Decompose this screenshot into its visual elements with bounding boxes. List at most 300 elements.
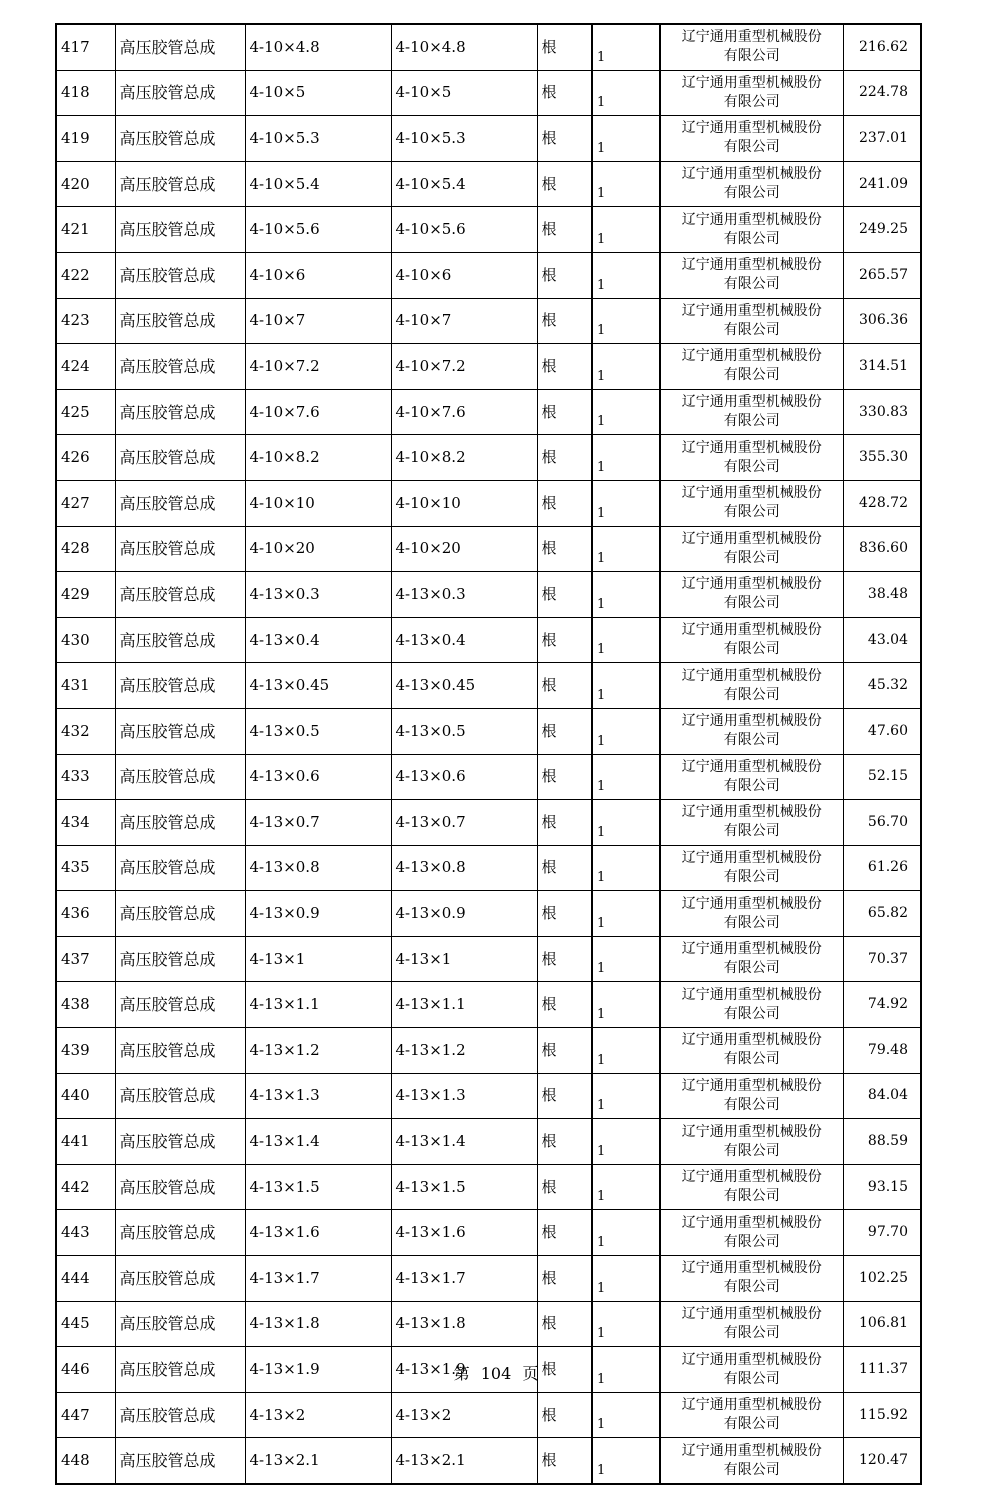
- manufacturer-cell: [660, 1119, 843, 1165]
- quantity-cell: 1: [592, 800, 660, 846]
- spec-cell: 4-10×5.6: [391, 207, 537, 253]
- manufacturer-cell: [660, 936, 843, 982]
- row-number: 423: [56, 298, 115, 344]
- part-name: 高压胶管总成: [115, 298, 245, 344]
- quantity-cell: 1: [592, 572, 660, 618]
- manufacturer-line-1: 辽宁通用重型机械股份: [681, 1305, 822, 1322]
- row-number: 443: [56, 1210, 115, 1256]
- manufacturer-line-1: 辽宁通用重型机械股份: [681, 713, 822, 730]
- price-cell: 93.15: [843, 1164, 921, 1210]
- unit-cell: 根: [537, 1210, 592, 1256]
- manufacturer-line-1: 辽宁通用重型机械股份: [681, 530, 822, 547]
- model-cell: 4-13×1.9: [245, 1347, 391, 1393]
- manufacturer-cell: [660, 982, 843, 1028]
- price-cell: 43.04: [843, 617, 921, 663]
- price-cell: 836.60: [843, 526, 921, 572]
- manufacturer-line-1: 辽宁通用重型机械股份: [681, 74, 822, 91]
- table-row: [56, 252, 921, 298]
- part-name: 高压胶管总成: [115, 617, 245, 663]
- row-number: 442: [56, 1164, 115, 1210]
- row-number: 427: [56, 480, 115, 526]
- model-cell: 4-13×0.45: [245, 663, 391, 709]
- quantity-cell: 1: [592, 435, 660, 481]
- spec-cell: 4-13×1.9: [391, 1347, 537, 1393]
- row-number: 426: [56, 435, 115, 481]
- part-name: 高压胶管总成: [115, 936, 245, 982]
- manufacturer-cell: [660, 663, 843, 709]
- spec-cell: 4-13×0.5: [391, 708, 537, 754]
- part-name: 高压胶管总成: [115, 1438, 245, 1484]
- part-name: 高压胶管总成: [115, 480, 245, 526]
- model-cell: 4-10×6: [245, 252, 391, 298]
- price-cell: 84.04: [843, 1073, 921, 1119]
- row-number: 424: [56, 344, 115, 390]
- model-cell: 4-10×4.8: [245, 24, 391, 70]
- table-row: [56, 1392, 921, 1438]
- row-number: 439: [56, 1028, 115, 1074]
- model-cell: 4-13×0.7: [245, 800, 391, 846]
- spec-cell: 4-13×0.9: [391, 891, 537, 937]
- manufacturer-line-2: 有限公司: [723, 413, 780, 430]
- manufacturer-line-2: 有限公司: [723, 641, 780, 658]
- unit-cell: 根: [537, 891, 592, 937]
- table-row: [56, 480, 921, 526]
- part-name: 高压胶管总成: [115, 1073, 245, 1119]
- table-row: [56, 982, 921, 1028]
- manufacturer-line-1: 辽宁通用重型机械股份: [681, 439, 822, 456]
- manufacturer-cell: [660, 207, 843, 253]
- unit-cell: 根: [537, 754, 592, 800]
- unit-cell: 根: [537, 1347, 592, 1393]
- model-cell: 4-10×5.6: [245, 207, 391, 253]
- price-cell: 111.37: [843, 1347, 921, 1393]
- row-number: 448: [56, 1438, 115, 1484]
- price-cell: 314.51: [843, 344, 921, 390]
- price-cell: 52.15: [843, 754, 921, 800]
- part-name: 高压胶管总成: [115, 389, 245, 435]
- row-number: 433: [56, 754, 115, 800]
- manufacturer-cell: [660, 1301, 843, 1347]
- unit-cell: 根: [537, 663, 592, 709]
- manufacturer-line-2: 有限公司: [723, 960, 780, 977]
- spec-cell: 4-10×4.8: [391, 24, 537, 70]
- price-cell: 97.70: [843, 1210, 921, 1256]
- spec-cell: 4-10×20: [391, 526, 537, 572]
- manufacturer-line-2: 有限公司: [723, 230, 780, 247]
- spec-cell: 4-13×0.8: [391, 845, 537, 891]
- price-cell: 65.82: [843, 891, 921, 937]
- manufacturer-line-2: 有限公司: [723, 367, 780, 384]
- price-cell: 120.47: [843, 1438, 921, 1484]
- quantity-cell: 1: [592, 1073, 660, 1119]
- manufacturer-line-2: 有限公司: [723, 1416, 780, 1433]
- price-cell: 74.92: [843, 982, 921, 1028]
- spec-cell: 4-13×0.45: [391, 663, 537, 709]
- table-row: [56, 161, 921, 207]
- model-cell: 4-13×1.5: [245, 1164, 391, 1210]
- model-cell: 4-10×5.4: [245, 161, 391, 207]
- quantity-cell: 1: [592, 1301, 660, 1347]
- table-row: [56, 936, 921, 982]
- quantity-cell: 1: [592, 845, 660, 891]
- row-number: 441: [56, 1119, 115, 1165]
- quantity-cell: 1: [592, 1347, 660, 1393]
- unit-cell: 根: [537, 161, 592, 207]
- manufacturer-line-2: 有限公司: [723, 1461, 780, 1478]
- manufacturer-cell: [660, 1392, 843, 1438]
- model-cell: 4-13×0.9: [245, 891, 391, 937]
- table-row: [56, 1301, 921, 1347]
- manufacturer-line-2: 有限公司: [723, 185, 780, 202]
- part-name: 高压胶管总成: [115, 845, 245, 891]
- price-cell: 88.59: [843, 1119, 921, 1165]
- spec-cell: 4-13×0.3: [391, 572, 537, 618]
- manufacturer-line-2: 有限公司: [723, 139, 780, 156]
- manufacturer-line-2: 有限公司: [723, 504, 780, 521]
- manufacturer-line-1: 辽宁通用重型机械股份: [681, 895, 822, 912]
- price-cell: 61.26: [843, 845, 921, 891]
- price-cell: 70.37: [843, 936, 921, 982]
- model-cell: 4-13×0.6: [245, 754, 391, 800]
- table-row: [56, 1210, 921, 1256]
- model-cell: 4-10×10: [245, 480, 391, 526]
- spec-cell: 4-10×5: [391, 70, 537, 116]
- table-row: [56, 845, 921, 891]
- model-cell: 4-13×1: [245, 936, 391, 982]
- row-number: 434: [56, 800, 115, 846]
- part-name: 高压胶管总成: [115, 1028, 245, 1074]
- part-name: 高压胶管总成: [115, 252, 245, 298]
- unit-cell: 根: [537, 845, 592, 891]
- table-row: [56, 891, 921, 937]
- spec-cell: 4-10×10: [391, 480, 537, 526]
- part-name: 高压胶管总成: [115, 435, 245, 481]
- model-cell: 4-10×20: [245, 526, 391, 572]
- row-number: 430: [56, 617, 115, 663]
- spec-cell: 4-10×7.6: [391, 389, 537, 435]
- quantity-cell: 1: [592, 207, 660, 253]
- manufacturer-line-2: 有限公司: [723, 276, 780, 293]
- model-cell: 4-13×1.8: [245, 1301, 391, 1347]
- price-cell: 56.70: [843, 800, 921, 846]
- manufacturer-line-1: 辽宁通用重型机械股份: [681, 1260, 822, 1277]
- part-name: 高压胶管总成: [115, 161, 245, 207]
- spec-cell: 4-10×7.2: [391, 344, 537, 390]
- part-name: 高压胶管总成: [115, 708, 245, 754]
- manufacturer-cell: [660, 344, 843, 390]
- part-name: 高压胶管总成: [115, 982, 245, 1028]
- price-cell: 249.25: [843, 207, 921, 253]
- manufacturer-line-2: 有限公司: [723, 777, 780, 794]
- quantity-cell: 1: [592, 389, 660, 435]
- unit-cell: 根: [537, 1301, 592, 1347]
- quantity-cell: 1: [592, 1256, 660, 1302]
- unit-cell: 根: [537, 344, 592, 390]
- manufacturer-line-2: 有限公司: [723, 595, 780, 612]
- unit-cell: 根: [537, 252, 592, 298]
- manufacturer-cell: [660, 1028, 843, 1074]
- quantity-cell: 1: [592, 1119, 660, 1165]
- manufacturer-line-1: 辽宁通用重型机械股份: [681, 758, 822, 775]
- manufacturer-line-1: 辽宁通用重型机械股份: [681, 120, 822, 137]
- spec-cell: 4-13×2: [391, 1392, 537, 1438]
- manufacturer-line-2: 有限公司: [723, 1005, 780, 1022]
- price-cell: 38.48: [843, 572, 921, 618]
- part-name: 高压胶管总成: [115, 70, 245, 116]
- table-row: [56, 663, 921, 709]
- manufacturer-line-1: 辽宁通用重型机械股份: [681, 1169, 822, 1186]
- part-name: 高压胶管总成: [115, 207, 245, 253]
- manufacturer-line-2: 有限公司: [723, 1279, 780, 1296]
- manufacturer-cell: [660, 1256, 843, 1302]
- price-cell: 428.72: [843, 480, 921, 526]
- row-number: 421: [56, 207, 115, 253]
- row-number: 440: [56, 1073, 115, 1119]
- manufacturer-line-1: 辽宁通用重型机械股份: [681, 302, 822, 319]
- table-row: [56, 1028, 921, 1074]
- manufacturer-line-2: 有限公司: [723, 1188, 780, 1205]
- quantity-cell: 1: [592, 1028, 660, 1074]
- table-row: [56, 70, 921, 116]
- row-number: 425: [56, 389, 115, 435]
- row-number: 437: [56, 936, 115, 982]
- manufacturer-cell: [660, 252, 843, 298]
- price-cell: 306.36: [843, 298, 921, 344]
- price-cell: 237.01: [843, 116, 921, 162]
- manufacturer-line-1: 辽宁通用重型机械股份: [681, 576, 822, 593]
- unit-cell: 根: [537, 389, 592, 435]
- table-body: [56, 24, 921, 1484]
- spec-cell: 4-13×0.6: [391, 754, 537, 800]
- manufacturer-cell: [660, 298, 843, 344]
- table-row: [56, 754, 921, 800]
- part-name: 高压胶管总成: [115, 1119, 245, 1165]
- unit-cell: 根: [537, 982, 592, 1028]
- spec-cell: 4-13×1.5: [391, 1164, 537, 1210]
- row-number: 422: [56, 252, 115, 298]
- price-cell: 355.30: [843, 435, 921, 481]
- manufacturer-cell: [660, 70, 843, 116]
- page-number: 第 104 页: [453, 1364, 539, 1383]
- manufacturer-cell: [660, 116, 843, 162]
- table-row: [56, 572, 921, 618]
- manufacturer-cell: [660, 435, 843, 481]
- part-name: 高压胶管总成: [115, 891, 245, 937]
- unit-cell: 根: [537, 936, 592, 982]
- price-cell: 79.48: [843, 1028, 921, 1074]
- quantity-cell: 1: [592, 982, 660, 1028]
- row-number: 436: [56, 891, 115, 937]
- manufacturer-line-2: 有限公司: [723, 732, 780, 749]
- manufacturer-line-1: 辽宁通用重型机械股份: [681, 1077, 822, 1094]
- spec-cell: 4-10×7: [391, 298, 537, 344]
- manufacturer-line-1: 辽宁通用重型机械股份: [681, 804, 822, 821]
- manufacturer-cell: [660, 800, 843, 846]
- price-cell: 224.78: [843, 70, 921, 116]
- row-number: 438: [56, 982, 115, 1028]
- table-row: [56, 526, 921, 572]
- table-row: [56, 1119, 921, 1165]
- row-number: 432: [56, 708, 115, 754]
- unit-cell: 根: [537, 1164, 592, 1210]
- row-number: 419: [56, 116, 115, 162]
- row-number: 445: [56, 1301, 115, 1347]
- quantity-cell: 1: [592, 708, 660, 754]
- model-cell: 4-10×7.6: [245, 389, 391, 435]
- unit-cell: 根: [537, 708, 592, 754]
- manufacturer-line-2: 有限公司: [723, 1051, 780, 1068]
- manufacturer-line-1: 辽宁通用重型机械股份: [681, 166, 822, 183]
- manufacturer-cell: [660, 754, 843, 800]
- quantity-cell: 1: [592, 344, 660, 390]
- manufacturer-line-1: 辽宁通用重型机械股份: [681, 622, 822, 639]
- manufacturer-line-1: 辽宁通用重型机械股份: [681, 986, 822, 1003]
- quantity-cell: 1: [592, 116, 660, 162]
- manufacturer-line-1: 辽宁通用重型机械股份: [681, 1442, 822, 1459]
- quantity-cell: 1: [592, 480, 660, 526]
- unit-cell: 根: [537, 1028, 592, 1074]
- model-cell: 4-10×7.2: [245, 344, 391, 390]
- spec-cell: 4-13×1: [391, 936, 537, 982]
- quantity-cell: 1: [592, 161, 660, 207]
- model-cell: 4-13×1.7: [245, 1256, 391, 1302]
- manufacturer-line-2: 有限公司: [723, 1324, 780, 1341]
- quantity-cell: 1: [592, 617, 660, 663]
- model-cell: 4-13×1.1: [245, 982, 391, 1028]
- model-cell: 4-10×5: [245, 70, 391, 116]
- manufacturer-cell: [660, 1438, 843, 1484]
- manufacturer-line-2: 有限公司: [723, 914, 780, 931]
- unit-cell: 根: [537, 526, 592, 572]
- model-cell: 4-13×2: [245, 1392, 391, 1438]
- table-row: [56, 1073, 921, 1119]
- manufacturer-line-2: 有限公司: [723, 1370, 780, 1387]
- part-name: 高压胶管总成: [115, 754, 245, 800]
- manufacturer-line-1: 辽宁通用重型机械股份: [681, 348, 822, 365]
- table-row: [56, 207, 921, 253]
- part-name: 高压胶管总成: [115, 1347, 245, 1393]
- manufacturer-line-2: 有限公司: [723, 48, 780, 65]
- quantity-cell: 1: [592, 891, 660, 937]
- unit-cell: 根: [537, 800, 592, 846]
- row-number: 431: [56, 663, 115, 709]
- model-cell: 4-13×0.4: [245, 617, 391, 663]
- model-cell: 4-13×0.5: [245, 708, 391, 754]
- row-number: 444: [56, 1256, 115, 1302]
- manufacturer-cell: [660, 572, 843, 618]
- unit-cell: 根: [537, 116, 592, 162]
- unit-cell: 根: [537, 435, 592, 481]
- model-cell: 4-13×0.3: [245, 572, 391, 618]
- row-number: 420: [56, 161, 115, 207]
- unit-cell: 根: [537, 1119, 592, 1165]
- manufacturer-line-1: 辽宁通用重型机械股份: [681, 1032, 822, 1049]
- manufacturer-line-2: 有限公司: [723, 1096, 780, 1113]
- price-cell: 45.32: [843, 663, 921, 709]
- manufacturer-line-1: 辽宁通用重型机械股份: [681, 257, 822, 274]
- part-name: 高压胶管总成: [115, 800, 245, 846]
- manufacturer-cell: [660, 617, 843, 663]
- quantity-cell: 1: [592, 526, 660, 572]
- spec-cell: 4-13×2.1: [391, 1438, 537, 1484]
- spec-cell: 4-10×5.4: [391, 161, 537, 207]
- part-name: 高压胶管总成: [115, 1392, 245, 1438]
- part-name: 高压胶管总成: [115, 1256, 245, 1302]
- parts-price-table: [55, 23, 922, 1485]
- manufacturer-line-2: 有限公司: [723, 321, 780, 338]
- quantity-cell: 1: [592, 1164, 660, 1210]
- row-number: 418: [56, 70, 115, 116]
- manufacturer-line-1: 辽宁通用重型机械股份: [681, 211, 822, 228]
- table-row: [56, 298, 921, 344]
- quantity-cell: 1: [592, 754, 660, 800]
- spec-cell: 4-13×1.6: [391, 1210, 537, 1256]
- manufacturer-line-2: 有限公司: [723, 823, 780, 840]
- unit-cell: 根: [537, 480, 592, 526]
- table-row: [56, 24, 921, 70]
- manufacturer-line-1: 辽宁通用重型机械股份: [681, 1123, 822, 1140]
- row-number: 429: [56, 572, 115, 618]
- table-row: [56, 617, 921, 663]
- part-name: 高压胶管总成: [115, 526, 245, 572]
- model-cell: 4-10×5.3: [245, 116, 391, 162]
- price-cell: 47.60: [843, 708, 921, 754]
- row-number: 428: [56, 526, 115, 572]
- quantity-cell: 1: [592, 1438, 660, 1484]
- quantity-cell: 1: [592, 1392, 660, 1438]
- table-row: [56, 1438, 921, 1484]
- part-name: 高压胶管总成: [115, 24, 245, 70]
- manufacturer-line-2: 有限公司: [723, 458, 780, 475]
- row-number: 447: [56, 1392, 115, 1438]
- spec-cell: 4-13×1.7: [391, 1256, 537, 1302]
- manufacturer-cell: [660, 1073, 843, 1119]
- part-name: 高压胶管总成: [115, 344, 245, 390]
- unit-cell: 根: [537, 70, 592, 116]
- manufacturer-line-1: 辽宁通用重型机械股份: [681, 849, 822, 866]
- price-cell: 115.92: [843, 1392, 921, 1438]
- manufacturer-cell: [660, 161, 843, 207]
- table-row: [56, 116, 921, 162]
- price-cell: 241.09: [843, 161, 921, 207]
- manufacturer-cell: [660, 845, 843, 891]
- spec-cell: 4-13×1.2: [391, 1028, 537, 1074]
- manufacturer-line-1: 辽宁通用重型机械股份: [681, 1397, 822, 1414]
- unit-cell: 根: [537, 572, 592, 618]
- price-cell: 216.62: [843, 24, 921, 70]
- manufacturer-cell: [660, 891, 843, 937]
- manufacturer-line-1: 辽宁通用重型机械股份: [681, 941, 822, 958]
- spec-cell: 4-13×0.7: [391, 800, 537, 846]
- spec-cell: 4-13×1.8: [391, 1301, 537, 1347]
- table-row: [56, 435, 921, 481]
- model-cell: 4-13×1.6: [245, 1210, 391, 1256]
- unit-cell: 根: [537, 207, 592, 253]
- part-name: 高压胶管总成: [115, 1301, 245, 1347]
- row-number: 435: [56, 845, 115, 891]
- unit-cell: 根: [537, 1073, 592, 1119]
- quantity-cell: 1: [592, 936, 660, 982]
- unit-cell: 根: [537, 1392, 592, 1438]
- manufacturer-line-2: 有限公司: [723, 686, 780, 703]
- price-cell: 106.81: [843, 1301, 921, 1347]
- manufacturer-line-2: 有限公司: [723, 1233, 780, 1250]
- model-cell: 4-13×0.8: [245, 845, 391, 891]
- quantity-cell: 1: [592, 663, 660, 709]
- part-name: 高压胶管总成: [115, 572, 245, 618]
- model-cell: 4-13×2.1: [245, 1438, 391, 1484]
- table-row: [56, 389, 921, 435]
